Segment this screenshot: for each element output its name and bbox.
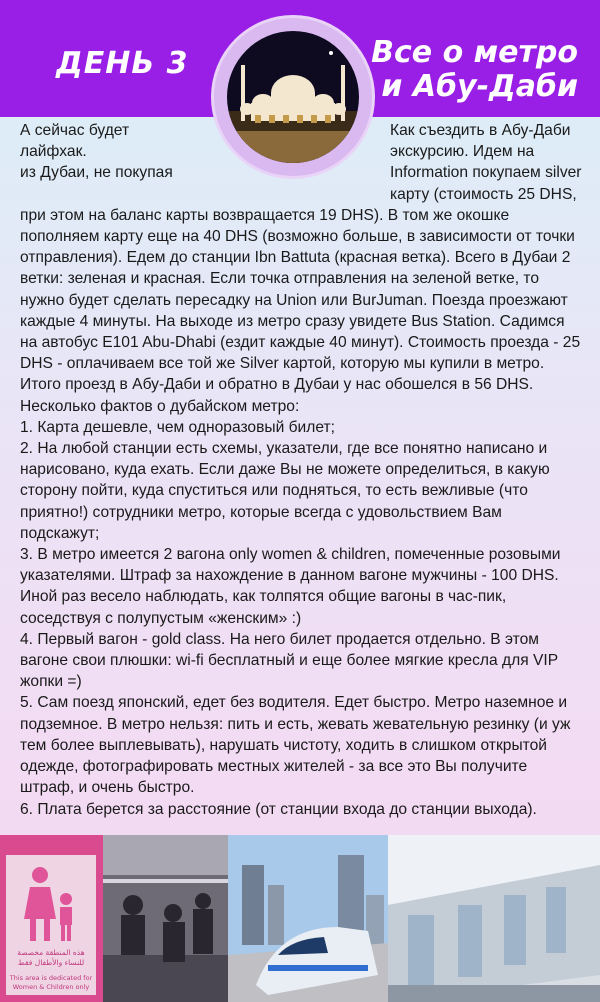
metro-car-interior-photo xyxy=(103,835,228,1002)
fact-item: 6. Плата берется за расстояние (от станции входа до станции выхода). xyxy=(20,800,537,818)
photo-strip xyxy=(0,835,600,1002)
metro-platform-photo xyxy=(388,835,600,1002)
women-children-sign-photo xyxy=(0,835,103,1002)
intro-lifehack: А сейчас будет лайфхак. xyxy=(20,122,130,161)
fact-item: 5. Сам поезд японский, едет без водителя. Едет быстро. Метро наземное и подземное. В метро нельзя: пить и есть, жевать жевательную резинку (и уж тем более выплевывать), нарушать чистоту, ходить в слишком открытой одежде, фотографировать местных жителей - за все это Вы получите штраф, и очень быстро. xyxy=(20,694,571,797)
day-label: ДЕНЬ 3 xyxy=(56,46,189,81)
intro-paragraph: А сейчас будет лайфхак. из Дубаи, не покупая Как съездить в Абу-Даби экскурсию. Идем на Information покупаем silver карту (стоимость 25 DHS, при этом на баланс карты возвращается 19 DHS). В том же окошке пополняем карту еще на 40 DHS (возможно больше, в зависимости от точки отправления). Едем до станции Ibn Battuta (красная ветка). Всего в Дубаи 2 ветки: зеленая и красная. Если точка отправления на зеленой ветке, то нужно будет сделать пересадку на Union или BurJuman. Поезда проезжают каждые 4 минуты. На выходе из метро сразу увидете Bus Station. Садимся на автобус E101 Abu-Dhabi (ездит каждые 40 минут). Стоимость проезда - 25 DHS - оплачиваем все той же Silver картой, которую мы купили в метро. Итого проезд в Абу-Даби и обратно в Дубаи у нас обошелся в 56 DHS. xyxy=(20,122,582,394)
fact-item: 3. В метро имеется 2 вагона only women & children, помеченные розовыми указателями. Штраф за нахождение в данном вагоне мужчины - 100 DHS. Иной раз весело наблюдать, как толпятся общие вагоны в час-пик, соседствуя с полупустым «женским» :) xyxy=(20,546,561,627)
metro-train-photo xyxy=(228,835,388,1002)
sign-english-2: Women & Children only xyxy=(12,983,90,991)
article-body xyxy=(20,120,582,820)
sign-english-1: This area is dedicated for xyxy=(9,974,93,982)
fact-item: 4. Первый вагон - gold class. На него билет продается отдельно. В этом вагоне свои плюшки: wi-fi бесплатный и еще более мягкие кресла для VIP жопки =) xyxy=(20,630,558,691)
page-title xyxy=(371,36,578,104)
title-line-1: Все о метро xyxy=(371,35,578,70)
intro-howto: Как съездить в Абу-Даби экскурсию. Идем на Information покупаем silver карту (стоимость 25 DHS, при этом на баланс карты возвращается 19 DHS). В том же окошке пополняем карту еще на 40 DHS (возможно больше, в зависимости от точки отправления). Едем до станции Ibn Battuta (красная ветка). Всего в Дубаи 2 ветки: зеленая и красная. Если точка отправления на зеленой ветке, то нужно будет сделать пересадку на Union или BurJuman. Поезда проезжают каждые 4 минуты. На выходе из метро сразу увидете Bus Station. Садимся на автобус E101 Abu-Dhabi (ездит каждые 40 минут). Стоимость проезда - 25 DHS - оплачиваем все той же Silver картой, которую мы купили в метро. Итого проезд в Абу-Даби и обратно в Дубаи у нас обошелся в 56 DHS. xyxy=(20,122,582,394)
sign-arabic-2: للنساء والأطفال فقط xyxy=(17,958,85,967)
title-line-2: и Абу-Даби xyxy=(381,69,578,104)
fact-item: 1. Карта дешевле, чем одноразовый билет; xyxy=(20,418,335,436)
fact-item: 2. На любой станции есть схемы, указатели, где все понятно написано и нарисовано, куда ехать. Если даже Вы не можете определиться, в какую сторону пойти, куда спуститься или подняться, то есть вежливые (что приятно!) сотрудники метро, которые всегда с удовольствием Вам подскажут; xyxy=(20,440,550,542)
sign-arabic-1: هذه المنطقة مخصصة xyxy=(17,948,85,957)
facts-heading: Несколько фактов о дубайском метро: xyxy=(20,397,300,415)
